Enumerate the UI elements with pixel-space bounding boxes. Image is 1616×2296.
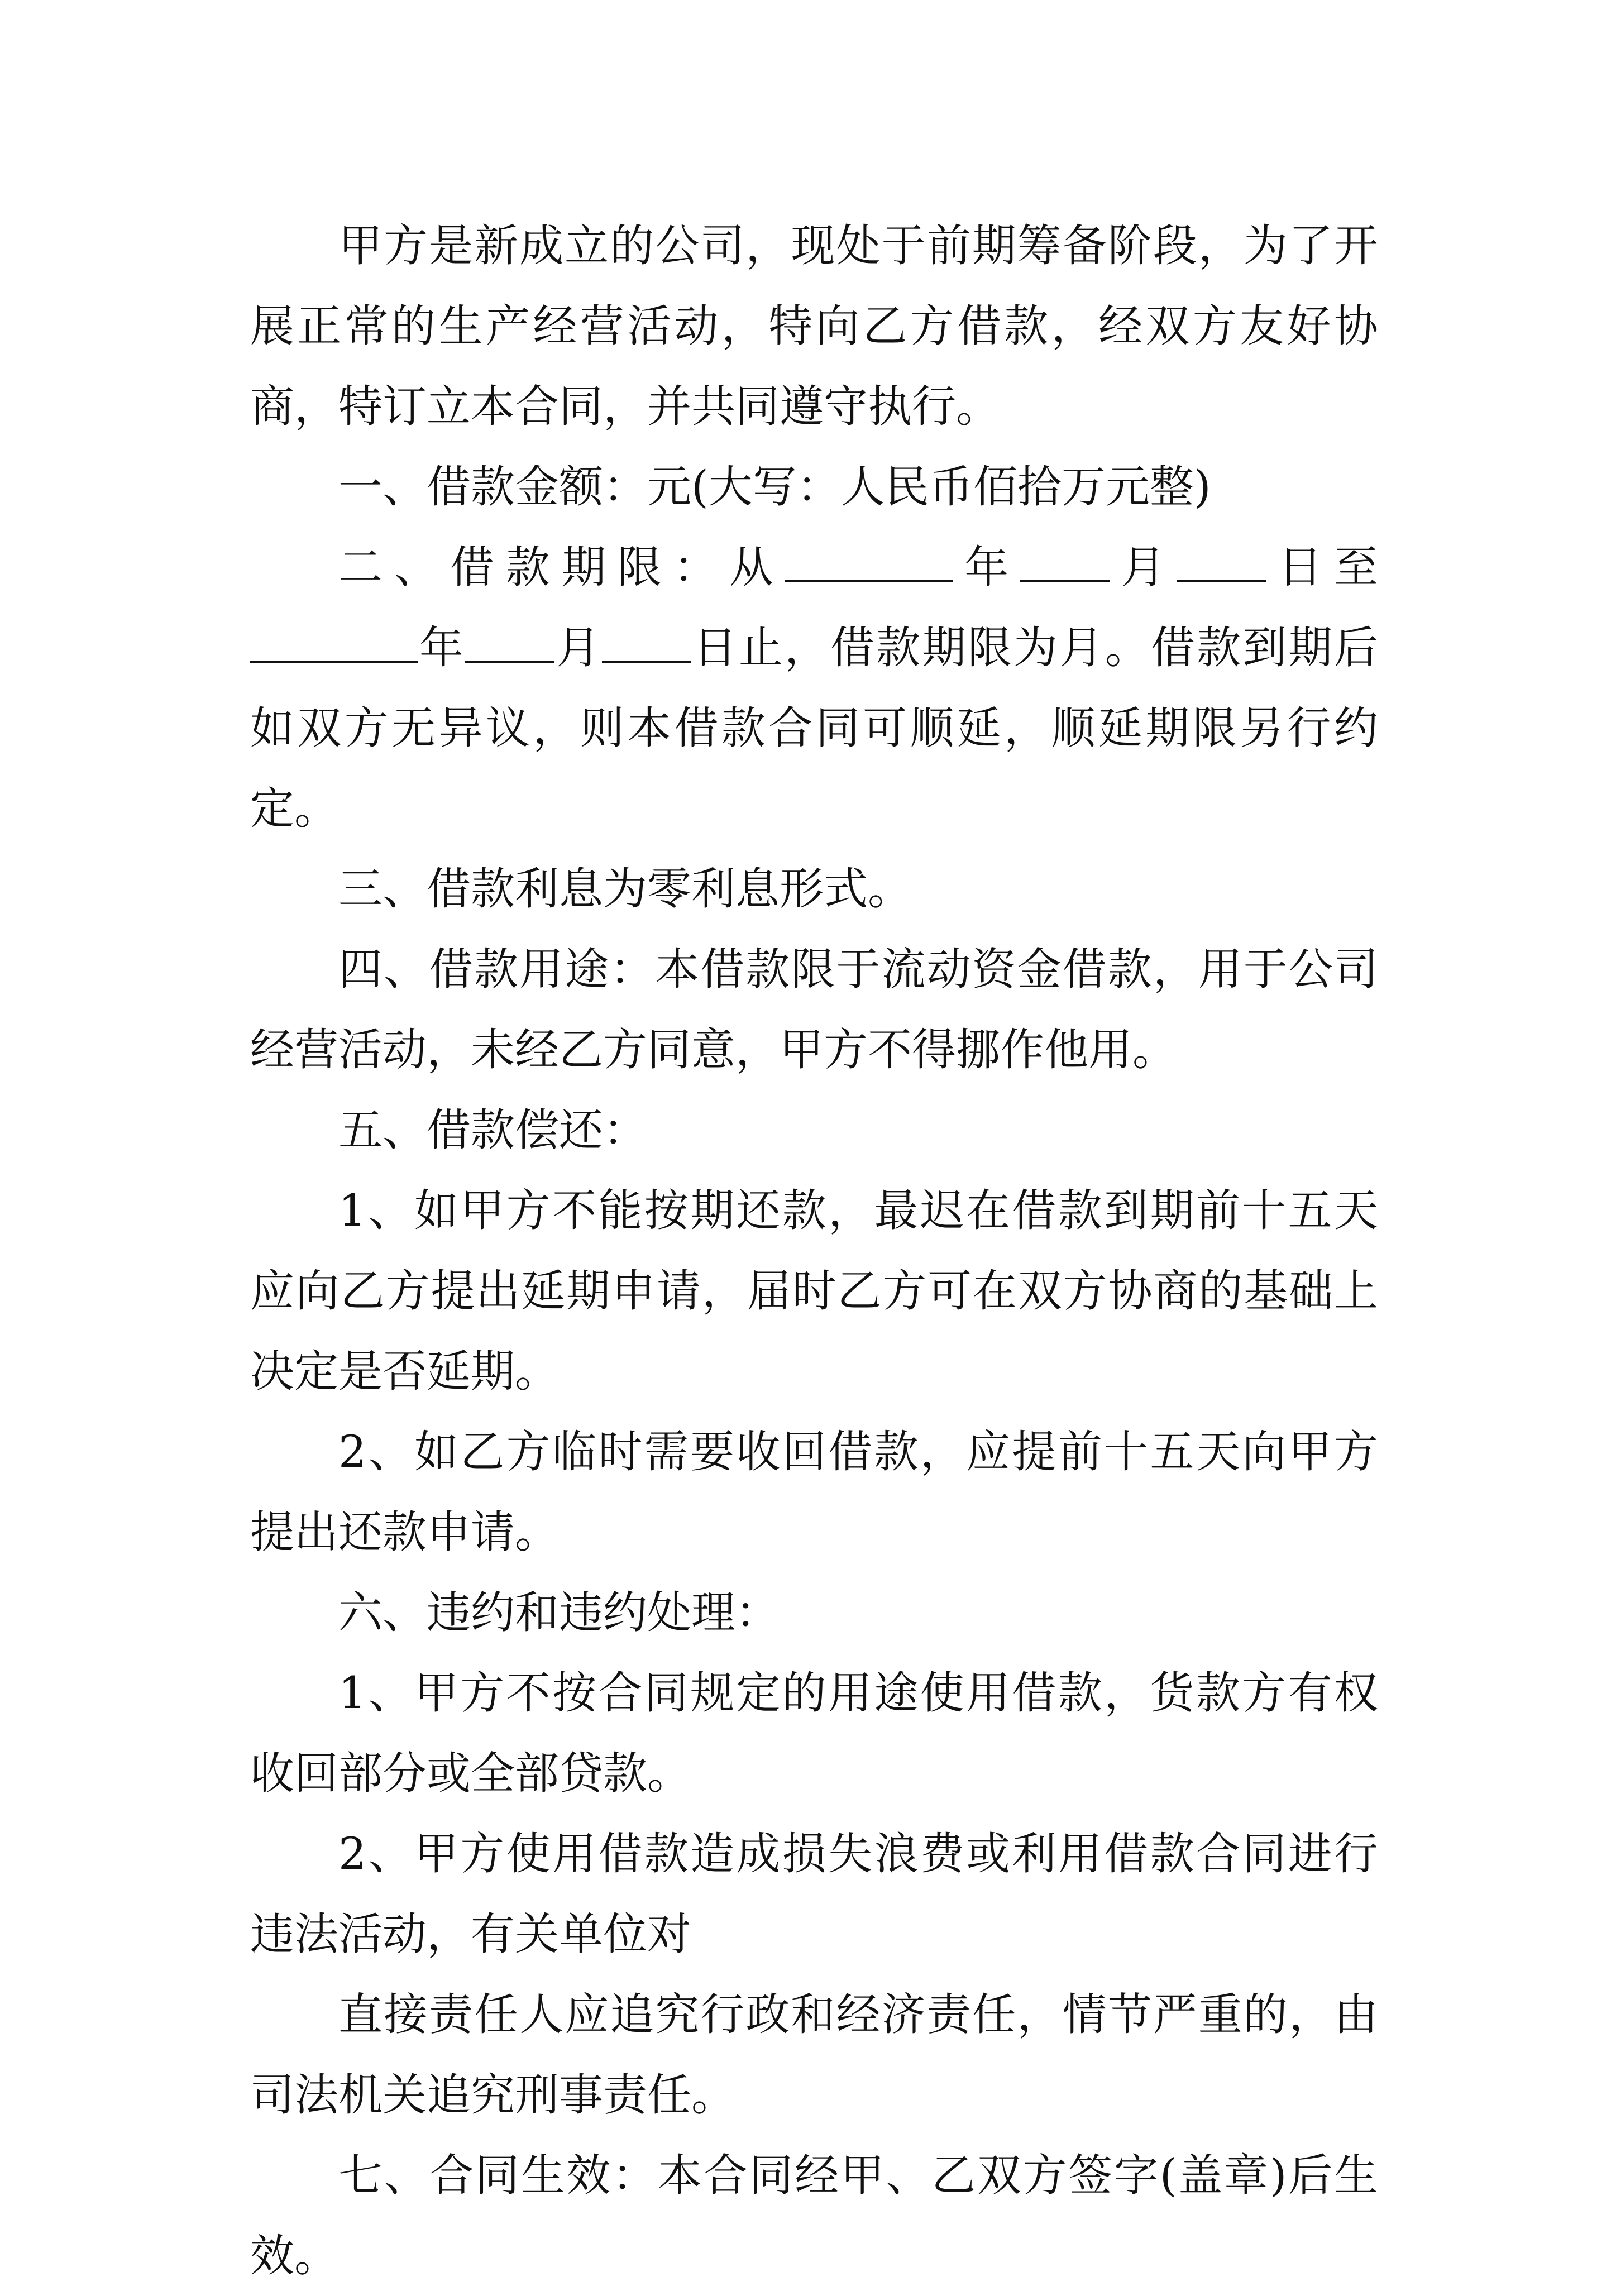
contract-body: [250, 205, 1378, 2296]
clause-breach-title: 六、违约和违约处理：: [338, 1587, 780, 1638]
clause-breach-2-continued: 直接责任人应追究行政和经济责任，情节严重的，由司法机关追究刑事责任。: [250, 1989, 1378, 2121]
end-month-label: 月: [554, 622, 602, 673]
clause-purpose: 四、借款用途：本借款限于流动资金借款，用于公司经营活动，未经乙方同意，甲方不得挪作他用。: [250, 944, 1378, 1075]
end-year-blank: [250, 621, 418, 663]
start-day-blank: [1177, 541, 1266, 582]
end-year-label: 年: [418, 622, 465, 673]
end-day-blank: [602, 621, 691, 663]
start-day-label: 日至: [1266, 542, 1378, 593]
start-year-blank: [785, 541, 953, 582]
clause-loan-term: [250, 527, 1378, 849]
start-month-blank: [1020, 541, 1110, 582]
clause-repayment-2: 2、如乙方临时需要收回借款，应提前十五天向甲方提出还款申请。: [250, 1426, 1378, 1558]
clause-breach-1: 1、甲方不按合同规定的用途使用借款，货款方有权收回部分或全部贷款。: [250, 1667, 1378, 1799]
clause-interest: 三、借款利息为零利息形式。: [338, 863, 912, 915]
loan-term-suffix: 日止，借款期限为月。借款到期后如双方无异议，则本借款合同可顺延，顺延期限另行约定。: [250, 622, 1378, 834]
clause-breach-2: 2、甲方使用借款造成损失浪费或利用借款合同进行违法活动，有关单位对: [250, 1828, 1378, 1960]
start-month-label: 月: [1110, 542, 1177, 593]
loan-term-prefix: 二、借款期限：从: [338, 542, 785, 593]
clause-loan-amount: 一、借款金额：元(大写：人民币佰拾万元整): [338, 461, 1211, 513]
clause-repayment-1: 1、如甲方不能按期还款，最迟在借款到期前十五天应向乙方提出延期申请，届时乙方可在双方协商的基础上决定是否延期。: [250, 1185, 1378, 1397]
intro-paragraph: 甲方是新成立的公司，现处于前期筹备阶段，为了开展正常的生产经营活动，特向乙方借款，经双方友好协商，特订立本合同，并共同遵守执行。: [250, 220, 1378, 432]
clause-effective: 七、合同生效：本合同经甲、乙双方签字(盖章)后生效。: [250, 2150, 1378, 2281]
clause-repayment-title: 五、借款偿还：: [338, 1104, 647, 1156]
start-year-label: 年: [953, 542, 1020, 593]
end-month-blank: [465, 621, 554, 663]
